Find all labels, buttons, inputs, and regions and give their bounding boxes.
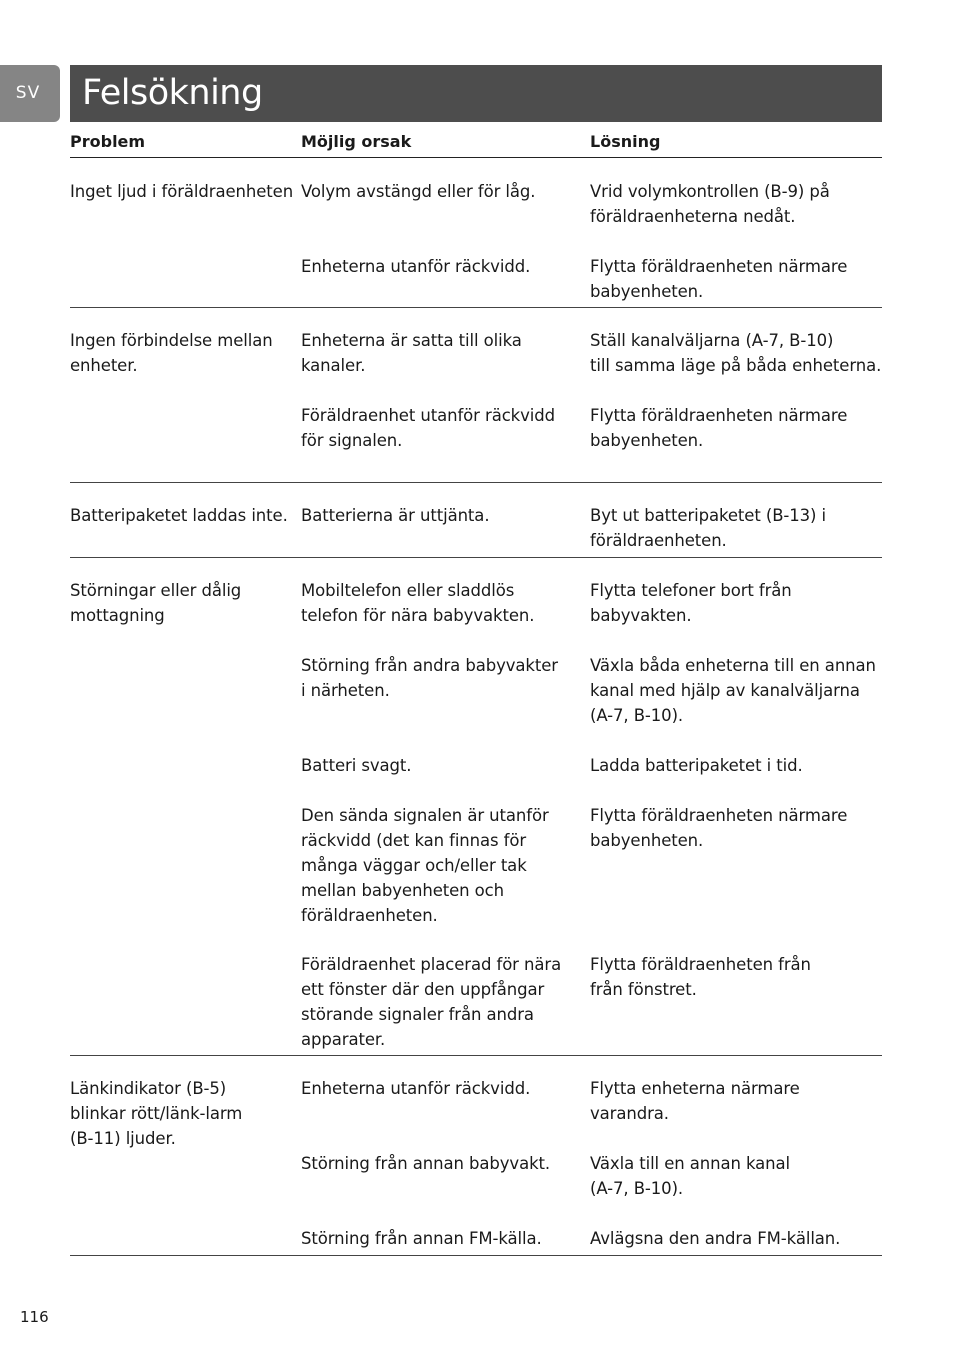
header-solution: Lösning xyxy=(590,132,661,151)
table-row-group xyxy=(70,1055,882,1256)
solution-cell: Flytta enheterna närmare varandra. xyxy=(590,1079,800,1123)
cause-cell: Störning från andra babyvakter i närheten. xyxy=(301,656,558,700)
solution-cell: Flytta föräldraenheten från från fönstret. xyxy=(590,955,811,999)
table-header xyxy=(70,128,882,158)
header-cause: Möjlig orsak xyxy=(301,132,412,151)
problem-cell: Länkindikator (B-5) blinkar rött/länk-larm (B-11) ljuder. xyxy=(70,1079,243,1148)
table-row-group xyxy=(70,482,882,558)
cause-cell: Batteri svagt. xyxy=(301,756,412,775)
solution-cell: Flytta föräldraenheten närmare babyenheten. xyxy=(590,257,848,301)
problem-cell: Störningar eller dålig mottagning xyxy=(70,581,242,625)
page-number: 116 xyxy=(20,1308,49,1326)
solution-cell: Flytta föräldraenheten närmare babyenheten. xyxy=(590,806,848,850)
table-row-group xyxy=(70,158,882,308)
page-title: Felsökning xyxy=(82,73,263,113)
title-bar xyxy=(70,65,882,122)
solution-cell: Växla till en annan kanal (A-7, B-10). xyxy=(590,1154,791,1198)
problem-cell: Ingen förbindelse mellan enheter. xyxy=(70,331,273,375)
cause-cell: Störning från annan FM-källa. xyxy=(301,1229,542,1248)
solution-cell: Flytta föräldraenheten närmare babyenheten. xyxy=(590,406,848,450)
cause-cell: Föräldraenhet utanför räckvidd för signalen. xyxy=(301,406,556,450)
problem-cell: Batteripaketet laddas inte. xyxy=(70,506,288,525)
solution-cell: Ladda batteripaketet i tid. xyxy=(590,756,803,775)
cause-cell: Enheterna utanför räckvidd. xyxy=(301,257,531,276)
cause-cell: Mobiltelefon eller sladdlös telefon för nära babyvakten. xyxy=(301,581,535,625)
solution-cell: Vrid volymkontrollen (B-9) på föräldraenheterna nedåt. xyxy=(590,182,830,226)
language-tab: SV xyxy=(0,65,60,122)
solution-cell: Ställ kanalväljarna (A-7, B-10) till samma läge på båda enheterna. xyxy=(590,331,882,375)
solution-cell: Avlägsna den andra FM-källan. xyxy=(590,1229,841,1248)
solution-cell: Byt ut batteripaketet (B-13) i föräldraenheten. xyxy=(590,506,827,550)
cause-cell: Batterierna är uttjänta. xyxy=(301,506,490,525)
table-row-group xyxy=(70,307,882,483)
cause-cell: Enheterna är satta till olika kanaler. xyxy=(301,331,522,375)
cause-cell: Volym avstängd eller för låg. xyxy=(301,182,536,201)
table-row-group xyxy=(70,557,882,1056)
cause-cell: Föräldraenhet placerad för nära ett fönster där den uppfångar störande signaler från andra apparater. xyxy=(301,955,562,1049)
cause-cell: Enheterna utanför räckvidd. xyxy=(301,1079,531,1098)
solution-cell: Flytta telefoner bort från babyvakten. xyxy=(590,581,792,625)
solution-cell: Växla båda enheterna till en annan kanal med hjälp av kanalväljarna (A-7, B-10). xyxy=(590,656,876,725)
problem-cell: Inget ljud i föräldraenheten xyxy=(70,182,294,201)
header-problem: Problem xyxy=(70,132,146,151)
cause-cell: Den sända signalen är utanför räckvidd (det kan finnas för många väggar och/eller tak mellan babyenheten och föräldraenheten. xyxy=(301,806,549,925)
cause-cell: Störning från annan babyvakt. xyxy=(301,1154,551,1173)
